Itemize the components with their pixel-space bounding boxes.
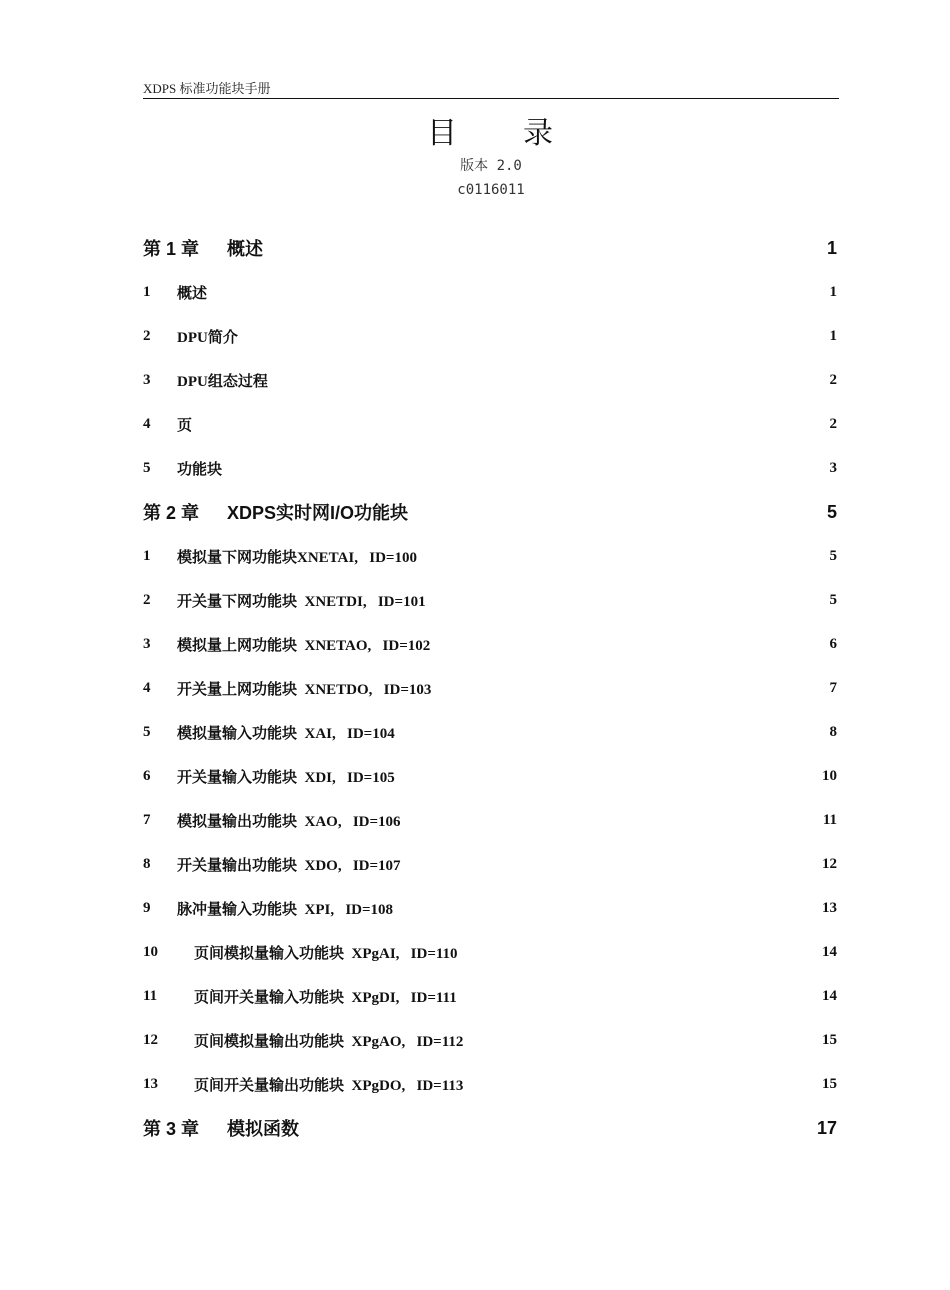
entry-page: 7 (829, 679, 837, 696)
toc-entry[interactable] (143, 842, 837, 886)
header-text: XDPS 标准功能块手册 (143, 81, 271, 96)
toc-entry[interactable] (143, 446, 837, 490)
toc-entry[interactable] (143, 1062, 837, 1106)
entry-page: 5 (829, 547, 837, 564)
entry-title: 开关量上网功能块 XNETDO, ID=103 (177, 681, 432, 698)
chapter-title: 概述 (227, 239, 263, 259)
entry-title: 模拟量输入功能块 XAI, ID=104 (177, 725, 395, 742)
toc-entry[interactable] (143, 974, 837, 1018)
entry-page: 14 (822, 943, 837, 960)
toc-entry[interactable] (143, 1018, 837, 1062)
entry-page: 12 (822, 855, 837, 872)
entry-title: 页 (177, 417, 193, 434)
entry-number: 1 (143, 283, 151, 300)
entry-title: 功能块 (177, 461, 223, 478)
toc-entry[interactable] (143, 754, 837, 798)
title-block (143, 114, 839, 202)
entry-number: 2 (143, 327, 151, 344)
toc-entry[interactable] (143, 622, 837, 666)
entry-title: 页间模拟量输入功能块 XPgAI, ID=110 (194, 945, 458, 962)
entry-title: 模拟量下网功能块XNETAI, ID=100 (177, 549, 417, 566)
entry-number: 11 (143, 987, 158, 1004)
chapter-label: 第 3 章 (143, 1119, 200, 1139)
chapter-page: 17 (816, 1117, 837, 1138)
table-of-contents (143, 226, 837, 1150)
toc-chapter-2[interactable] (143, 490, 837, 534)
entry-number: 7 (143, 811, 151, 828)
toc-entry[interactable] (143, 358, 837, 402)
entry-number: 2 (143, 591, 151, 608)
entry-page: 2 (829, 371, 837, 388)
chapter-label: 第 1 章 (143, 239, 200, 259)
entry-title: 模拟量输出功能块 XAO, ID=106 (177, 813, 401, 830)
entry-page: 15 (822, 1031, 837, 1048)
entry-number: 5 (143, 723, 151, 740)
chapter-title: XDPS实时网I/O功能块 (227, 503, 409, 523)
entry-number: 13 (143, 1075, 158, 1092)
chapter-label: 第 2 章 (143, 503, 200, 523)
entry-page: 8 (829, 723, 837, 740)
chapter-title: 模拟函数 (227, 1119, 299, 1139)
toc-entry[interactable] (143, 930, 837, 974)
version-label: 版本 2.0 (460, 158, 522, 174)
entry-title: 概述 (177, 285, 208, 302)
entry-page: 13 (822, 899, 837, 916)
entry-number: 12 (143, 1031, 158, 1048)
entry-page: 3 (829, 459, 837, 476)
entry-page: 15 (822, 1075, 837, 1092)
toc-entry[interactable] (143, 270, 837, 314)
toc-entry[interactable] (143, 886, 837, 930)
toc-entry[interactable] (143, 314, 837, 358)
entry-number: 1 (143, 547, 151, 564)
entry-title: 页间开关量输入功能块 XPgDI, ID=111 (194, 989, 457, 1006)
entry-page: 2 (829, 415, 837, 432)
entry-page: 1 (829, 283, 837, 300)
entry-page: 1 (829, 327, 837, 344)
entry-page: 11 (822, 811, 837, 828)
entry-number: 5 (143, 459, 151, 476)
entry-number: 8 (143, 855, 151, 872)
toc-entry[interactable] (143, 402, 837, 446)
entry-number: 9 (143, 899, 151, 916)
toc-entry[interactable] (143, 798, 837, 842)
entry-number: 3 (143, 371, 151, 388)
entry-page: 10 (822, 767, 837, 784)
toc-entry[interactable] (143, 710, 837, 754)
entry-title: 开关量输入功能块 XDI, ID=105 (177, 769, 395, 786)
document-code: c0116011 (457, 182, 525, 198)
page-header (143, 76, 839, 99)
entry-title: 脉冲量输入功能块 XPI, ID=108 (177, 901, 394, 918)
toc-title: 目 录 (427, 116, 555, 151)
entry-title: 开关量下网功能块 XNETDI, ID=101 (177, 593, 426, 610)
entry-title: 开关量输出功能块 XDO, ID=107 (177, 857, 401, 874)
entry-number: 4 (143, 679, 151, 696)
entry-number: 4 (143, 415, 151, 432)
toc-chapter-3[interactable] (143, 1106, 837, 1150)
entry-page: 5 (829, 591, 837, 608)
toc-entry[interactable] (143, 666, 837, 710)
toc-chapter-1[interactable] (143, 226, 837, 270)
chapter-page: 5 (826, 501, 837, 522)
entry-title: 模拟量上网功能块 XNETAO, ID=102 (177, 637, 431, 654)
entry-title: 页间开关量输出功能块 XPgDO, ID=113 (194, 1077, 464, 1094)
toc-entry[interactable] (143, 534, 837, 578)
entry-title: DPU组态过程 (177, 373, 268, 390)
chapter-page: 1 (826, 237, 837, 258)
entry-page: 6 (829, 635, 837, 652)
entry-title: DPU简介 (177, 329, 238, 346)
entry-page: 14 (822, 987, 837, 1004)
entry-title: 页间模拟量输出功能块 XPgAO, ID=112 (194, 1033, 464, 1050)
toc-entry[interactable] (143, 578, 837, 622)
entry-number: 10 (143, 943, 158, 960)
entry-number: 6 (143, 767, 151, 784)
entry-number: 3 (143, 635, 151, 652)
